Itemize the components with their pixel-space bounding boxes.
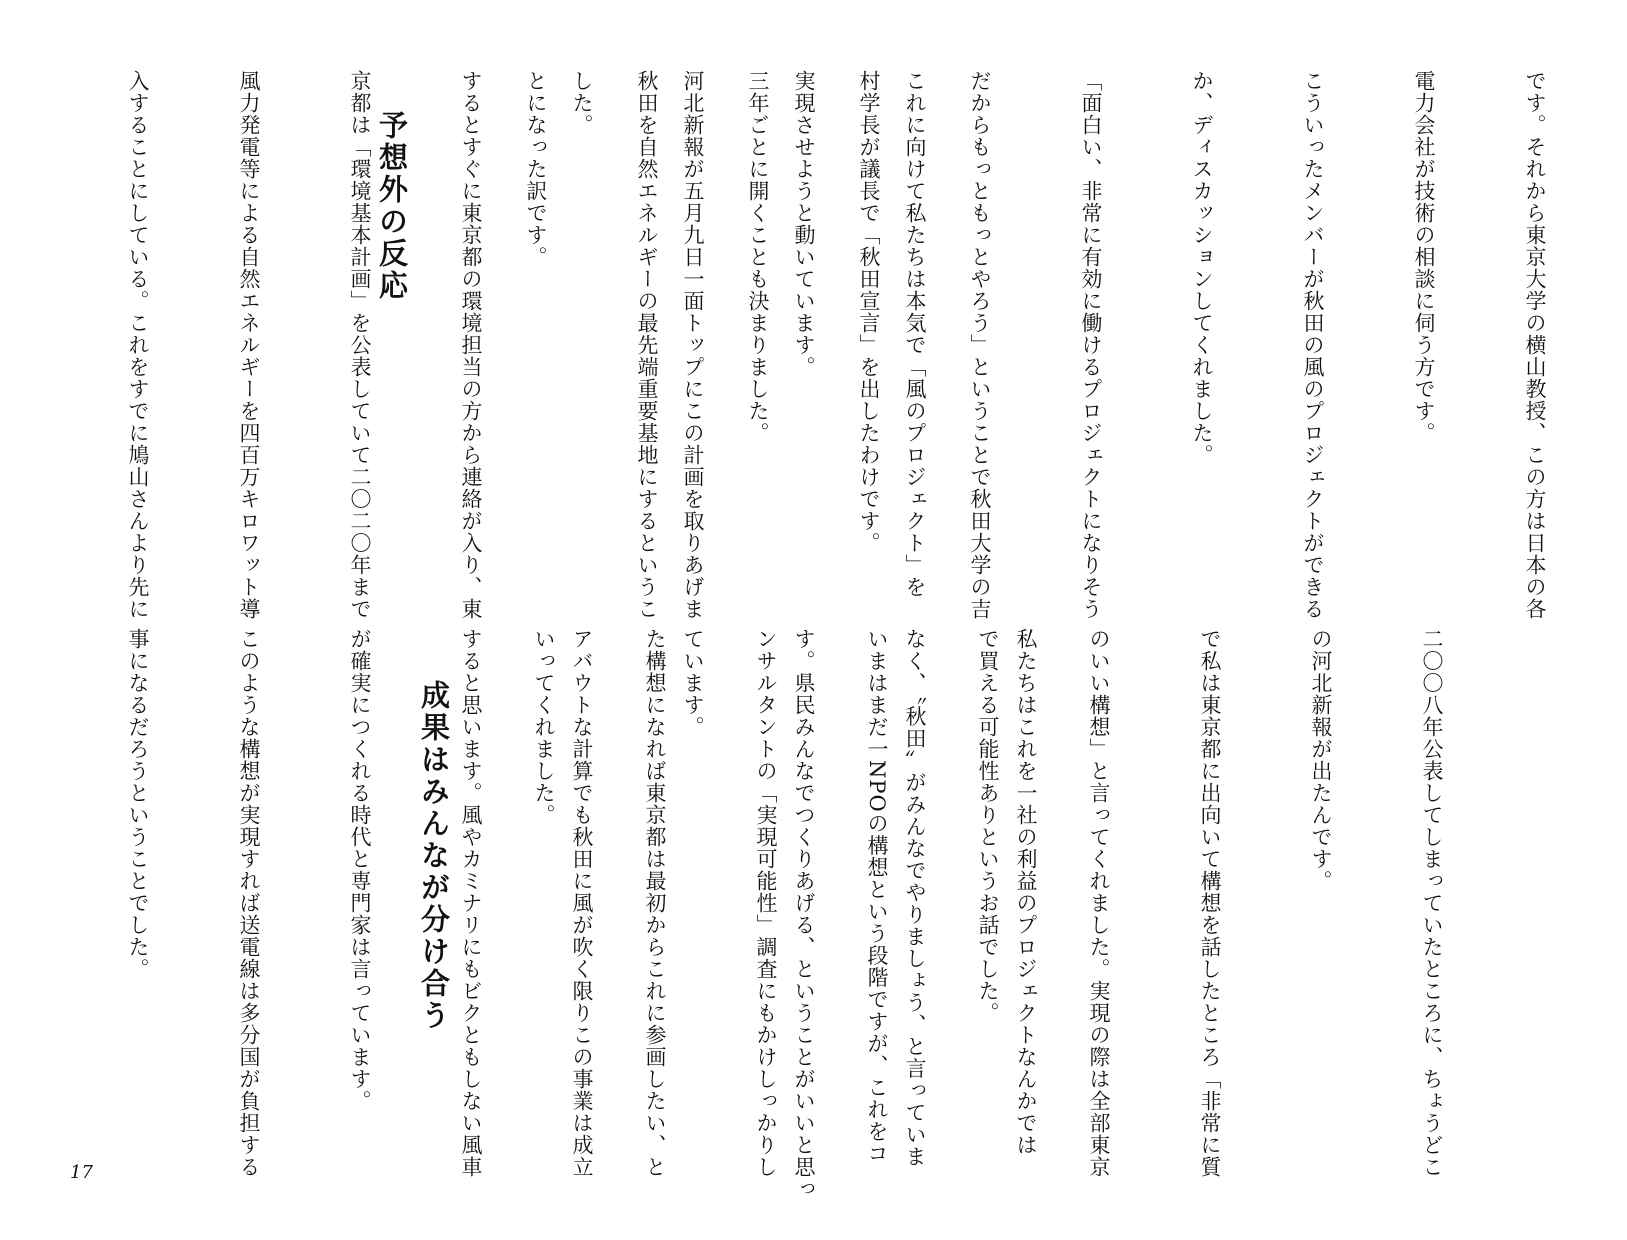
text-line: いってくれました。 xyxy=(532,628,556,826)
text-line: した。 xyxy=(570,70,594,136)
text-line: だからもっともっとやろう」ということで秋田大学の吉 xyxy=(968,70,992,620)
text-line: するとすぐに東京都の環境担当の方から連絡が入り、東 xyxy=(459,70,483,620)
text-line: 村学長が議長で「秋田宣言」を出したわけです。 xyxy=(857,70,881,554)
section-heading-shared-results: 成果はみんなが分け合う xyxy=(417,680,451,1032)
text-line: ています。 xyxy=(681,628,705,738)
text-line: すると思います。風やカミナリにもビクともしない風車 xyxy=(459,628,483,1178)
text-line: 事になるだろうということでした。 xyxy=(126,628,150,980)
text-line: 私たちはこれを一社の利益のプロジェクトなんかでは xyxy=(1014,628,1038,1156)
text-line: す。県民みんなでつくりあげる、ということがいいと思っ xyxy=(792,628,816,1200)
text-line: 河北新報が五月九日一面トップにこの計画を取りあげま xyxy=(681,70,705,620)
text-line: 入することにしている。これをすでに鳩山さんより先に xyxy=(126,70,150,620)
text-line: 実現させようと動いています。 xyxy=(792,70,816,378)
page-number: 17 xyxy=(70,1162,93,1183)
text-line: た構想になれば東京都は最初からこれに参画したい、と xyxy=(643,628,667,1178)
text-line: こういったメンバーが秋田の風のプロジェクトができる xyxy=(1301,70,1325,620)
text-line: 風力発電等による自然エネルギーを四百万キロワット導 xyxy=(237,70,261,620)
text-line: これに向けて私たちは本気で「風のプロジェクト」を xyxy=(903,70,927,598)
text-line: の河北新報が出たんです。 xyxy=(1309,628,1333,892)
text-line: 二〇〇八年公表してしまっていたところに、ちょうどこ xyxy=(1420,628,1444,1178)
section-heading-unexpected-reaction: 予想外の反応 xyxy=(375,110,409,302)
text-line: か、ディスカッションしてくれました。 xyxy=(1190,70,1214,466)
text-line: です。それから東京大学の横山教授、この方は日本の各 xyxy=(1523,70,1547,620)
text-line: 秋田を自然エネルギーの最先端重要基地にするというこ xyxy=(635,70,659,620)
text-line: が確実につくれる時代と専門家は言っています。 xyxy=(348,628,372,1112)
text-line: で私は東京都に出向いて構想を話したところ「非常に質 xyxy=(1198,628,1222,1178)
text-line: このような構想が実現すれば送電線は多分国が負担する xyxy=(237,628,261,1178)
text-line: アバウトな計算でも秋田に風が吹く限りこの事業は成立 xyxy=(570,628,594,1178)
text-line: 三年ごとに開くことも決まりました。 xyxy=(746,70,770,444)
lower-left-text-block xyxy=(82,628,1118,1200)
text-line: で買える可能性ありというお話でした。 xyxy=(976,628,1000,1024)
text-line: 「面白い、非常に有効に働けるプロジェクトになりそう xyxy=(1079,70,1103,620)
upper-left-text-block xyxy=(82,70,1007,620)
text-line: のいい構想」と言ってくれました。実現の際は全部東京 xyxy=(1087,628,1111,1178)
text-line: 電力会社が技術の相談に伺う方です。 xyxy=(1412,70,1436,444)
text-line: とになった訳です。 xyxy=(524,70,548,268)
text-line: なく、〝秋田〟がみんなでやりましょう、と言っていま xyxy=(903,628,927,1168)
text-line: いまはまだ一NPOの構想という段階ですが、これをコ xyxy=(865,628,889,1165)
text-line: 京都は「環境基本計画」を公表していて二〇二〇年まで xyxy=(348,70,372,620)
text-line: ンサルタントの「実現可能性」調査にもかけしっかりし xyxy=(754,628,778,1178)
